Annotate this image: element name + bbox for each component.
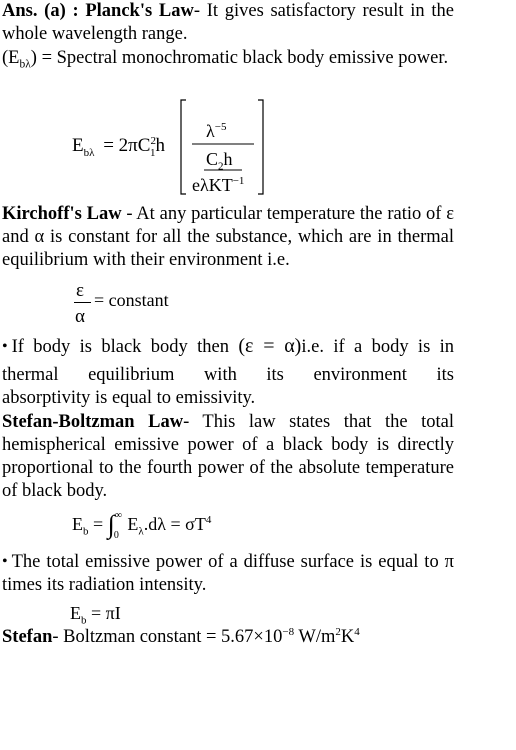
bullet-one	[2, 332, 454, 410]
answer-label: Ans. (a) : Planck's Law	[2, 1, 194, 21]
integral-upper: ∞	[114, 510, 122, 521]
planck-numerator	[206, 120, 226, 143]
kirchoff-paragraph	[2, 203, 454, 272]
kirchoff-frac-num: ε	[76, 280, 84, 301]
stefan-eq-sup: 4	[205, 514, 212, 526]
stefan-constant-unit: W/m	[294, 627, 336, 647]
stefan-constant-unit-sup1: 2	[335, 625, 341, 638]
stefan-label: Stefan-Boltzman Law	[2, 412, 184, 432]
stefan-eq-el-sub: λ	[138, 525, 144, 538]
stefan-eq-e: E	[72, 514, 83, 534]
stefan-eq-rest: .dλ = σT	[143, 514, 206, 534]
planck-equation	[2, 98, 454, 198]
planck-lhs-e: E	[72, 135, 84, 156]
eb-eq-e: E	[70, 603, 81, 623]
ebl-subscript: bλ	[19, 58, 31, 71]
stefan-eq-el: E	[127, 514, 139, 534]
integral-sign: ∫	[107, 510, 115, 539]
stefan-constant-label: Stefan	[2, 627, 53, 647]
planck-c2-sub: 2	[218, 160, 224, 173]
bullet-dot-2: •	[2, 553, 8, 570]
eb-eq-sub: b	[81, 614, 87, 627]
stefan-constant-unit-k: K	[340, 627, 355, 647]
stefan-eq-sub: b	[83, 525, 89, 538]
stefan-equation	[72, 510, 332, 546]
kirchoff-frac-den: α	[75, 306, 85, 327]
answer-paragraph	[2, 0, 454, 46]
planck-c1-sub: 1	[149, 146, 156, 159]
ebl-definition-text: ) = Spectral monochromatic black body emissive power.	[30, 48, 449, 68]
bullet-one-line3: absorptivity is equal to emissivity.	[2, 388, 256, 408]
bullet-one-math: (ε = α)	[238, 335, 302, 357]
kirchoff-text: - At any particular temperature the ratio of ε and α is constant for all the substance, which are in thermal equilibrium with their environment i.e.	[2, 204, 454, 270]
planck-h: h	[155, 135, 165, 156]
stefan-constant	[2, 626, 454, 649]
kirchoff-label: Kirchoff's Law	[2, 204, 122, 224]
planck-lhs	[72, 134, 165, 157]
eb-equation	[70, 602, 121, 625]
stefan-text: - This law states that the total hemispherical emissive power of a black body is directly proportional to the fourth power of the absolute temperature of black body.	[2, 412, 454, 501]
planck-lhs-sub: bλ	[83, 146, 95, 159]
planck-den-sup: −1	[232, 175, 245, 187]
bullet-one-line2: thermal equilibrium with its environment its	[2, 365, 454, 385]
planck-denominator	[192, 174, 244, 197]
integral-lower: 0	[113, 530, 119, 541]
bullet-two	[2, 551, 454, 597]
planck-lambda: λ	[206, 121, 215, 141]
bullet-one-text-b-start: i.e. if a body is in	[301, 337, 455, 357]
planck-den: eλKT	[192, 175, 233, 195]
planck-inner-numerator	[206, 148, 233, 171]
stefan-eq-equals: =	[93, 514, 104, 534]
planck-c2-h: h	[223, 149, 233, 169]
answer-text: - It gives satisfactory result in the whole wavelength range.	[2, 1, 454, 44]
stefan-paragraph	[2, 411, 454, 503]
planck-lambda-sup: −5	[214, 121, 227, 133]
bullet-one-text-a: If body is black body then	[11, 337, 230, 357]
eb-eq-rest: = πI	[86, 603, 121, 623]
bullet-one-continuation	[2, 364, 454, 410]
bullet-dot: •	[2, 338, 8, 355]
stefan-constant-unit-sup2: 4	[354, 625, 360, 638]
stefan-constant-text: - Boltzman constant = 5.67×10	[52, 627, 283, 647]
planck-rhs-coeff: = 2πC	[103, 135, 151, 156]
ebl-definition: $(E_{b\lambda})$ = Spectral monochromatic black body emissive power.	[2, 48, 449, 71]
planck-c1-sup: 2	[150, 134, 156, 147]
planck-c2: C	[206, 149, 219, 169]
kirchoff-equation	[74, 279, 274, 327]
kirchoff-eq-text: = constant	[94, 290, 169, 310]
stefan-constant-exp: −8	[282, 625, 295, 638]
ebl-symbol: E	[8, 48, 20, 68]
kirchoff-frac-line	[74, 302, 91, 303]
bullet-two-text: The total emissive power of a diffuse surface is equal to π times its radiation intensity.	[2, 552, 454, 595]
